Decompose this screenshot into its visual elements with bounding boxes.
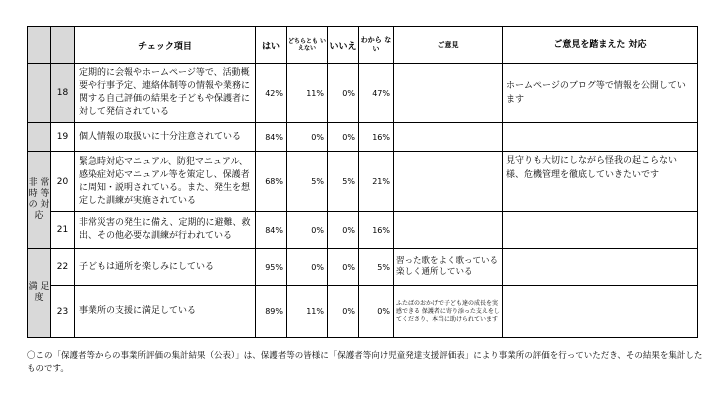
row-number: 20	[51, 152, 75, 212]
header-blank-number	[51, 27, 75, 64]
check-item-text: 事業所の支援に満足している	[75, 286, 256, 338]
unknown-percent: 21%	[359, 152, 394, 212]
yes-percent: 84%	[256, 212, 287, 249]
yes-percent: 84%	[256, 123, 287, 152]
check-item-text: 緊急時対応マニュアル、防犯マニュアル、感染症対応マニュアル等を策定し、保護者に周知・説明されている。また、発生を想定した訓練が実施されている	[75, 152, 256, 212]
response-cell	[503, 123, 698, 152]
table-row	[28, 249, 698, 286]
opinion-cell	[394, 152, 503, 212]
response-cell	[503, 212, 698, 249]
header-yes: はい	[256, 27, 287, 64]
header-check-item: チェック項目	[75, 27, 256, 64]
table-row	[28, 64, 698, 123]
row-number: 18	[51, 64, 75, 123]
yes-percent: 68%	[256, 152, 287, 212]
unknown-percent: 5%	[359, 249, 394, 286]
category-satisfaction: 満 足 度	[28, 249, 51, 338]
unknown-percent: 47%	[359, 64, 394, 123]
no-percent: 5%	[328, 152, 359, 212]
unknown-percent: 16%	[359, 123, 394, 152]
table-header-row	[28, 27, 698, 64]
header-blank-category	[28, 27, 51, 64]
row-number: 22	[51, 249, 75, 286]
row-number: 23	[51, 286, 75, 338]
unknown-percent: 0%	[359, 286, 394, 338]
table-row	[28, 286, 698, 338]
check-item-text: 非常災害の発生に備え、定期的に避難、救出、その他必要な訓練が行われている	[75, 212, 256, 249]
unknown-percent: 16%	[359, 212, 394, 249]
opinion-cell	[394, 123, 503, 152]
check-item-text: 子どもは通所を楽しみにしている	[75, 249, 256, 286]
category-cell-blank	[28, 123, 51, 152]
opinion-cell: 習った歌をよく歌っている 楽しく通所している	[394, 249, 503, 286]
category-emergency: 非 常 時 等 の 対 応	[28, 152, 51, 249]
category-cell-blank	[28, 64, 51, 123]
yes-percent: 42%	[256, 64, 287, 123]
neither-percent: 0%	[287, 212, 328, 249]
table-row	[28, 152, 698, 212]
neither-percent: 11%	[287, 286, 328, 338]
check-item-text: 定期的に会報やホームページ等で、活動概要や行事予定、連絡体制等の情報や業務に関する自己評価の結果を子どもや保護者に対して発信されている	[75, 64, 256, 123]
header-neither: どちらとも いえない	[287, 27, 328, 64]
header-opinion: ご意見	[394, 27, 503, 64]
row-number: 21	[51, 212, 75, 249]
neither-percent: 0%	[287, 249, 328, 286]
neither-percent: 11%	[287, 64, 328, 123]
response-cell: ホームページのブログ等で情報を公開しています	[503, 64, 698, 123]
neither-percent: 5%	[287, 152, 328, 212]
evaluation-table	[27, 26, 698, 338]
no-percent: 0%	[328, 64, 359, 123]
no-percent: 0%	[328, 249, 359, 286]
footnote: 〇この「保護者等からの事業所評価の集計結果（公表）」は、保護者等の皆様に「保護者等向け児童発達支援評価表」により事業所の評価を行っていただき、その結果を集計したものです。	[27, 351, 703, 374]
response-cell	[503, 286, 698, 338]
no-percent: 0%	[328, 212, 359, 249]
yes-percent: 89%	[256, 286, 287, 338]
table-row	[28, 212, 698, 249]
response-cell	[503, 249, 698, 286]
neither-percent: 0%	[287, 123, 328, 152]
header-response: ご意見を踏まえた 対応	[503, 27, 698, 64]
response-cell: 見守りも大切にしながら怪我の起こらない様、危機管理を徹底していきたいです	[503, 152, 698, 212]
yes-percent: 95%	[256, 249, 287, 286]
opinion-cell: ふたばのおかげで子ども達の成長を実感できる 保護者に寄り添った支えをしてくださり、本当に助けられています	[394, 286, 503, 338]
opinion-cell	[394, 212, 503, 249]
header-unknown: わから ない	[359, 27, 394, 64]
no-percent: 0%	[328, 286, 359, 338]
table-row	[28, 123, 698, 152]
header-no: いいえ	[328, 27, 359, 64]
no-percent: 0%	[328, 123, 359, 152]
opinion-cell	[394, 64, 503, 123]
check-item-text: 個人情報の取扱いに十分注意されている	[75, 123, 256, 152]
row-number: 19	[51, 123, 75, 152]
